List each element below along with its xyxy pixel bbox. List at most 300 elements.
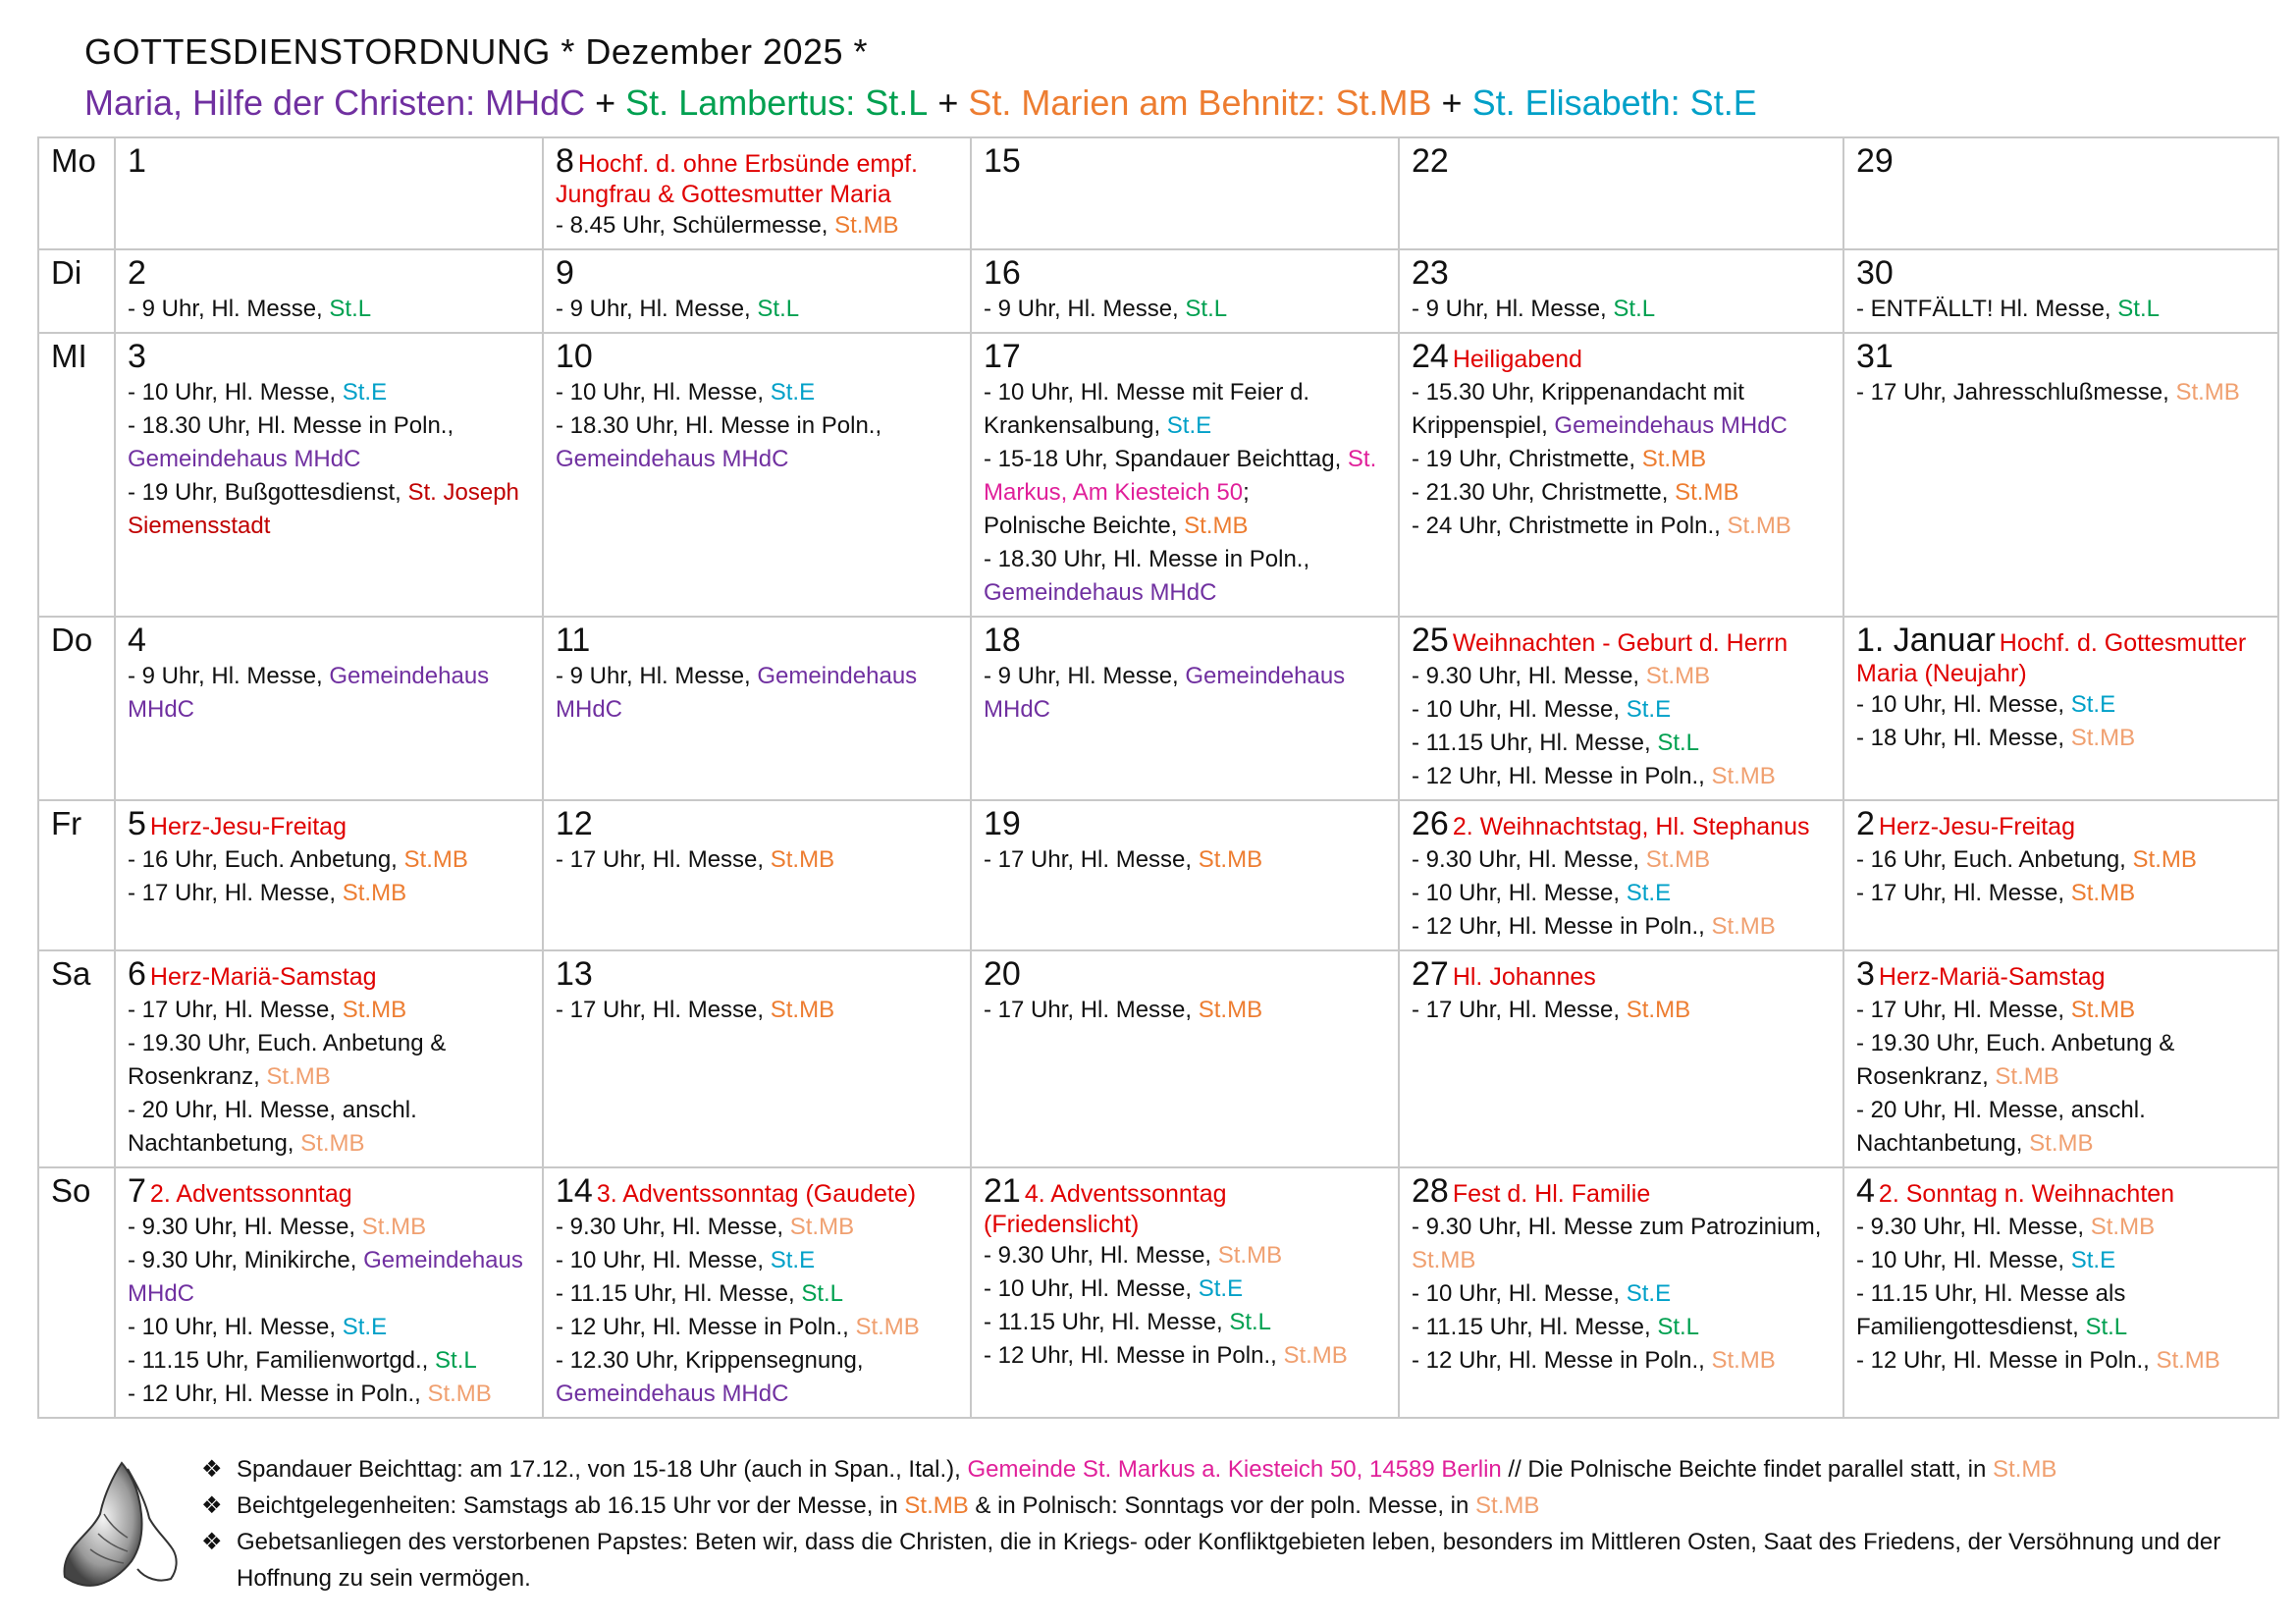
day-header xyxy=(984,1172,1386,1239)
day-number: 24 xyxy=(1412,338,1449,375)
day-header xyxy=(556,254,958,293)
day-number: 7 xyxy=(128,1172,146,1210)
week-row xyxy=(38,333,2278,617)
day-number: 22 xyxy=(1412,142,1449,180)
service-entry xyxy=(556,1311,958,1344)
service-location: St.MB xyxy=(1711,763,1776,789)
legend-plus: + xyxy=(595,82,616,123)
service-location: St.L xyxy=(435,1347,477,1374)
day-header xyxy=(128,254,530,293)
feast-title: Fest d. Hl. Familie xyxy=(1452,1180,1651,1208)
diamond-bullet-icon: ❖ xyxy=(201,1492,223,1519)
page-title: GOTTESDIENSTORDNUNG * Dezember 2025 * xyxy=(84,31,869,72)
service-entry xyxy=(128,1094,530,1161)
feast-title: 4. Adventssonntag (Friedenslicht) xyxy=(984,1180,1227,1238)
service-entry xyxy=(984,376,1386,443)
day-header xyxy=(556,142,958,209)
day-header xyxy=(1412,254,1831,293)
day-header xyxy=(556,1172,958,1211)
service-entry xyxy=(1412,760,1831,793)
day-header xyxy=(1856,254,2266,293)
service-location: St.MB xyxy=(342,880,407,906)
service-entry xyxy=(556,1344,958,1411)
service-entry xyxy=(128,1211,530,1244)
day-header xyxy=(1412,1172,1831,1211)
service-location: St.E xyxy=(342,379,388,406)
service-text: - 19 Uhr, Bußgottesdienst, xyxy=(128,479,408,506)
service-entry xyxy=(1856,877,2266,910)
day-header xyxy=(556,805,958,843)
day-cell xyxy=(543,333,971,617)
day-cell xyxy=(1843,137,2278,249)
service-text: - 18.30 Uhr, Hl. Messe in Poln., xyxy=(984,546,1310,572)
service-location: St.E xyxy=(770,1247,816,1273)
service-location: St.MB xyxy=(2175,379,2240,406)
service-text: - 16 Uhr, Euch. Anbetung, xyxy=(1856,846,2133,873)
day-cell xyxy=(1399,137,1843,249)
service-text: - 18.30 Uhr, Hl. Messe in Poln., xyxy=(556,412,882,439)
day-header xyxy=(1412,142,1831,181)
service-location: St.L xyxy=(1185,296,1228,322)
day-header xyxy=(1856,1172,2266,1211)
day-header xyxy=(1856,955,2266,994)
service-entry xyxy=(1412,910,1831,944)
service-location: St.MB xyxy=(1995,1063,2059,1090)
day-cell xyxy=(543,249,971,333)
service-entry xyxy=(1856,1211,2266,1244)
day-cell xyxy=(971,950,1399,1167)
feast-title: Hl. Johannes xyxy=(1452,963,1596,991)
service-text: - 20 Uhr, Hl. Messe, anschl. Nachtanbetung, xyxy=(1856,1097,2146,1157)
day-number: 9 xyxy=(556,254,574,292)
service-text: - 10 Uhr, Hl. Messe, xyxy=(1856,691,2071,718)
day-cell xyxy=(115,950,543,1167)
day-number: 25 xyxy=(1412,622,1449,659)
service-location: St.MB xyxy=(1283,1342,1348,1369)
weekday-label: Do xyxy=(38,617,115,800)
service-text: - 9.30 Uhr, Hl. Messe, xyxy=(1412,846,1646,873)
service-location: St.L xyxy=(1229,1309,1272,1335)
service-text: - 9.30 Uhr, Minikirche, xyxy=(128,1247,364,1273)
day-header xyxy=(128,142,530,181)
service-location: St.MB xyxy=(770,997,835,1023)
service-location: St.MB xyxy=(1711,1347,1776,1374)
footnote-text: St.MB xyxy=(1475,1492,1540,1519)
day-cell xyxy=(115,333,543,617)
day-cell xyxy=(1399,950,1843,1167)
day-cell xyxy=(1399,800,1843,950)
day-number: 10 xyxy=(556,338,593,375)
service-location: Gemeindehaus MHdC xyxy=(128,1247,523,1307)
service-location: St.E xyxy=(770,379,816,406)
day-number: 11 xyxy=(556,622,591,659)
day-cell xyxy=(1843,617,2278,800)
week-row xyxy=(38,950,2278,1167)
day-number: 18 xyxy=(984,622,1021,659)
service-text: - 19.30 Uhr, Euch. Anbetung & Rosenkranz, xyxy=(1856,1030,2175,1090)
service-location: St.L xyxy=(2117,296,2160,322)
legend-ste: St. Elisabeth: St.E xyxy=(1471,82,1757,123)
legend-stl: St. Lambertus: St.L xyxy=(625,82,929,123)
day-cell xyxy=(971,800,1399,950)
feast-title: Weihnachten - Geburt d. Herrn xyxy=(1452,629,1789,657)
day-cell xyxy=(543,800,971,950)
day-cell xyxy=(1399,1167,1843,1418)
weekday-label: Sa xyxy=(38,950,115,1167)
legend-plus: + xyxy=(937,82,959,123)
service-text: - 11.15 Uhr, Hl. Messe, xyxy=(1412,730,1658,756)
service-entry xyxy=(1856,688,2266,722)
day-number: 2 xyxy=(1856,805,1875,842)
feast-title: 2. Sonntag n. Weihnachten xyxy=(1878,1180,2175,1208)
service-text: - 10 Uhr, Hl. Messe, xyxy=(1412,696,1627,723)
day-header xyxy=(984,622,1386,660)
legend-stmb: St. Marien am Behnitz: St.MB xyxy=(968,82,1432,123)
day-cell xyxy=(971,1167,1399,1418)
footnote-text: St.MB xyxy=(904,1492,969,1519)
day-cell xyxy=(1399,333,1843,617)
service-text: - 12 Uhr, Hl. Messe in Poln., xyxy=(1412,763,1712,789)
service-entry xyxy=(128,660,530,727)
parish-legend xyxy=(84,82,1757,124)
service-entry xyxy=(128,1378,530,1411)
service-entry xyxy=(128,843,530,877)
day-number: 1. Januar xyxy=(1856,622,1996,659)
service-entry xyxy=(556,1244,958,1277)
service-text: - 12 Uhr, Hl. Messe in Poln., xyxy=(128,1380,428,1407)
service-text: - 12 Uhr, Hl. Messe in Poln., xyxy=(1412,1347,1712,1374)
week-row xyxy=(38,1167,2278,1418)
service-entry xyxy=(984,293,1386,326)
day-cell xyxy=(543,137,971,249)
diamond-bullet-icon: ❖ xyxy=(201,1529,223,1555)
service-entry xyxy=(128,1244,530,1311)
day-cell xyxy=(543,1167,971,1418)
service-location: St.MB xyxy=(2070,725,2136,751)
service-entry xyxy=(556,376,958,409)
service-text: - 15-18 Uhr, Spandauer Beichttag, xyxy=(984,446,1348,472)
service-text: - 12 Uhr, Hl. Messe in Poln., xyxy=(984,1342,1284,1369)
praying-hands-icon xyxy=(45,1455,192,1602)
service-text: - 11.15 Uhr, Hl. Messe, xyxy=(556,1280,802,1307)
day-number: 30 xyxy=(1856,254,1894,292)
service-entry xyxy=(556,409,958,476)
day-header xyxy=(984,805,1386,843)
service-text: - 17 Uhr, Jahresschlußmesse, xyxy=(1856,379,2176,406)
day-number: 4 xyxy=(1856,1172,1875,1210)
day-header xyxy=(1412,338,1831,376)
service-entry xyxy=(1412,660,1831,693)
service-text: - 17 Uhr, Hl. Messe, xyxy=(556,846,771,873)
service-entry xyxy=(1412,476,1831,510)
day-header xyxy=(1856,142,2266,181)
service-text: - 9 Uhr, Hl. Messe, xyxy=(1412,296,1614,322)
service-text: - 9.30 Uhr, Hl. Messe zum Patrozinium, xyxy=(1412,1214,1822,1240)
service-location: St. Markus, Am Kiesteich 50 xyxy=(984,446,1377,506)
feast-title: Herz-Mariä-Samstag xyxy=(1878,963,2106,991)
service-location: St.MB xyxy=(2156,1347,2220,1374)
service-entry xyxy=(984,1339,1386,1373)
service-entry xyxy=(128,409,530,476)
day-number: 6 xyxy=(128,955,146,993)
service-entry xyxy=(1412,443,1831,476)
footnote-text: Gemeinde St. Markus a. Kiesteich 50, 14589 Berlin xyxy=(967,1456,1502,1483)
footnote-item xyxy=(201,1488,2263,1524)
service-text: - 12 Uhr, Hl. Messe in Poln., xyxy=(556,1314,856,1340)
service-text: - 19 Uhr, Christmette, xyxy=(1412,446,1642,472)
service-entry xyxy=(1856,843,2266,877)
service-location: St.L xyxy=(329,296,372,322)
day-number: 16 xyxy=(984,254,1021,292)
day-number: 19 xyxy=(984,805,1021,842)
service-entry xyxy=(556,209,958,243)
service-entry xyxy=(128,994,530,1027)
service-entry xyxy=(1856,994,2266,1027)
service-text: Polnische Beichte, xyxy=(984,513,1185,539)
day-header xyxy=(984,338,1386,376)
day-cell xyxy=(1843,1167,2278,1418)
day-header xyxy=(1412,955,1831,994)
day-number: 29 xyxy=(1856,142,1894,180)
service-location: St.MB xyxy=(403,846,468,873)
service-entry xyxy=(984,510,1386,543)
footnote-text: & in Polnisch: Sonntags vor der poln. Messe, in xyxy=(968,1492,1476,1519)
service-location: St.MB xyxy=(427,1380,492,1407)
day-header xyxy=(984,955,1386,994)
weekday-label: Mo xyxy=(38,137,115,249)
day-number: 2 xyxy=(128,254,146,292)
service-entry xyxy=(1856,722,2266,755)
day-cell xyxy=(115,137,543,249)
footnote-text: St.MB xyxy=(1993,1456,2057,1483)
service-location: Gemeindehaus MHdC xyxy=(556,663,918,723)
day-header xyxy=(984,142,1386,181)
day-number: 17 xyxy=(984,338,1021,375)
feast-title: Herz-Mariä-Samstag xyxy=(149,963,377,991)
service-entry xyxy=(1412,843,1831,877)
service-text: - 9.30 Uhr, Hl. Messe, xyxy=(556,1214,790,1240)
service-text: - 17 Uhr, Hl. Messe, xyxy=(984,846,1199,873)
service-text: - 10 Uhr, Hl. Messe mit Feier d. Krankensalbung, xyxy=(984,379,1310,439)
service-text: - 9 Uhr, Hl. Messe, xyxy=(128,663,330,689)
service-entry xyxy=(984,660,1386,727)
service-text: - 17 Uhr, Hl. Messe, xyxy=(1856,997,2071,1023)
day-cell xyxy=(1843,249,2278,333)
service-location: St.E xyxy=(2070,691,2116,718)
week-row xyxy=(38,800,2278,950)
service-location: St.L xyxy=(1657,730,1700,756)
service-text: - 10 Uhr, Hl. Messe, xyxy=(1412,1280,1627,1307)
service-entry xyxy=(1412,693,1831,727)
day-cell xyxy=(1843,333,2278,617)
service-entry xyxy=(556,1277,958,1311)
service-location: St.MB xyxy=(1711,913,1776,940)
feast-title: Heiligabend xyxy=(1452,346,1582,373)
service-text: - 17 Uhr, Hl. Messe, xyxy=(556,997,771,1023)
footnote-item xyxy=(201,1451,2263,1488)
day-header xyxy=(128,1172,530,1211)
day-number: 12 xyxy=(556,805,593,842)
service-location: St.MB xyxy=(361,1214,427,1240)
day-cell xyxy=(115,1167,543,1418)
day-cell xyxy=(1399,249,1843,333)
feast-title: Hochf. d. ohne Erbsünde empf. Jungfrau & Gottesmutter Maria xyxy=(556,150,918,208)
service-text: - 10 Uhr, Hl. Messe, xyxy=(984,1275,1199,1302)
service-location: St.MB xyxy=(342,997,407,1023)
day-header xyxy=(1412,622,1831,660)
service-text: - 17 Uhr, Hl. Messe, xyxy=(128,997,343,1023)
day-header xyxy=(1856,805,2266,843)
day-cell xyxy=(543,617,971,800)
service-entry xyxy=(1412,994,1831,1027)
day-number: 27 xyxy=(1412,955,1449,993)
service-entry xyxy=(1412,510,1831,543)
service-entry xyxy=(1412,1344,1831,1378)
day-header xyxy=(1856,338,2266,376)
day-cell xyxy=(115,617,543,800)
service-entry xyxy=(1856,1344,2266,1378)
service-entry xyxy=(128,877,530,910)
service-location: Gemeindehaus MHdC xyxy=(128,446,361,472)
service-entry xyxy=(984,1239,1386,1272)
service-text: - 12.30 Uhr, Krippensegnung, xyxy=(556,1347,864,1374)
day-number: 1 xyxy=(128,142,146,180)
service-entry xyxy=(1856,376,2266,409)
service-location: St.E xyxy=(2070,1247,2116,1273)
service-entry xyxy=(984,1306,1386,1339)
service-location: St.MB xyxy=(1198,846,1263,873)
feast-title: Hochf. d. Gottesmutter Maria (Neujahr) xyxy=(1856,629,2247,687)
service-entry xyxy=(1412,1277,1831,1311)
service-entry xyxy=(1856,1244,2266,1277)
service-entry xyxy=(984,994,1386,1027)
footnotes xyxy=(201,1451,2263,1597)
service-location: St.MB xyxy=(1198,997,1263,1023)
service-location: St.MB xyxy=(1626,997,1691,1023)
service-text: - 9.30 Uhr, Hl. Messe, xyxy=(1412,663,1646,689)
footnote-text: Spandauer Beichttag: am 17.12., von 15-18 Uhr (auch in Span., Ital.), xyxy=(237,1456,968,1483)
day-header xyxy=(984,254,1386,293)
service-entry xyxy=(1856,1027,2266,1094)
service-text: - 17 Uhr, Hl. Messe, xyxy=(1412,997,1627,1023)
day-number: 8 xyxy=(556,142,574,180)
day-cell xyxy=(971,249,1399,333)
service-location: St.MB xyxy=(1645,846,1711,873)
service-location: St.E xyxy=(342,1314,388,1340)
footnote-item xyxy=(201,1524,2263,1597)
service-location: St.MB xyxy=(1217,1242,1283,1269)
service-location: Gemeindehaus MHdC xyxy=(984,579,1217,606)
legend-mhdc: Maria, Hilfe der Christen: MHdC xyxy=(84,82,586,123)
weekday-label: Di xyxy=(38,249,115,333)
day-header xyxy=(556,338,958,376)
service-text: - 11.15 Uhr, Hl. Messe, xyxy=(984,1309,1230,1335)
service-text: - 9.30 Uhr, Hl. Messe, xyxy=(1856,1214,2091,1240)
service-entry xyxy=(1856,293,2266,326)
day-header xyxy=(1412,805,1831,843)
day-cell xyxy=(115,800,543,950)
service-location: Gemeindehaus MHdC xyxy=(984,663,1346,723)
service-text: - 9.30 Uhr, Hl. Messe, xyxy=(128,1214,362,1240)
service-location: St.MB xyxy=(770,846,835,873)
service-text: - 16 Uhr, Euch. Anbetung, xyxy=(128,846,404,873)
service-entry xyxy=(556,994,958,1027)
day-cell xyxy=(1843,950,2278,1167)
day-number: 23 xyxy=(1412,254,1449,292)
day-header xyxy=(128,622,530,660)
service-text: - 9 Uhr, Hl. Messe, xyxy=(556,663,758,689)
day-cell xyxy=(971,617,1399,800)
service-text: - 17 Uhr, Hl. Messe, xyxy=(1856,880,2071,906)
service-text: - 10 Uhr, Hl. Messe, xyxy=(556,379,771,406)
service-location: St.MB xyxy=(2090,1214,2156,1240)
day-header xyxy=(556,622,958,660)
service-entry xyxy=(128,1027,530,1094)
service-location: St.MB xyxy=(834,212,899,239)
service-location: St.E xyxy=(1166,412,1212,439)
day-number: 28 xyxy=(1412,1172,1449,1210)
service-text: - 17 Uhr, Hl. Messe, xyxy=(984,997,1199,1023)
feast-title: Herz-Jesu-Freitag xyxy=(1878,813,2075,840)
day-header xyxy=(556,955,958,994)
weekday-label: MI xyxy=(38,333,115,617)
day-number: 3 xyxy=(128,338,146,375)
feast-title: 2. Adventssonntag xyxy=(149,1180,352,1208)
service-entry xyxy=(1856,1094,2266,1161)
service-entry xyxy=(556,293,958,326)
day-header xyxy=(128,955,530,994)
day-cell xyxy=(543,950,971,1167)
service-location: St.MB xyxy=(2070,997,2136,1023)
service-location: Gemeindehaus MHdC xyxy=(556,1380,789,1407)
service-text: - 10 Uhr, Hl. Messe, xyxy=(128,379,343,406)
service-location: St.MB xyxy=(1727,513,1791,539)
service-location: St.L xyxy=(1657,1314,1700,1340)
week-row xyxy=(38,249,2278,333)
service-suffix: ; xyxy=(1243,479,1250,506)
service-location: St.MB xyxy=(1675,479,1739,506)
service-location: St.MB xyxy=(300,1130,365,1157)
service-entry xyxy=(128,1344,530,1378)
day-cell xyxy=(1399,617,1843,800)
service-text: - 9.30 Uhr, Hl. Messe, xyxy=(984,1242,1218,1269)
service-text: - 9 Uhr, Hl. Messe, xyxy=(556,296,758,322)
service-location: St.E xyxy=(1198,1275,1244,1302)
service-text: - 24 Uhr, Christmette in Poln., xyxy=(1412,513,1728,539)
feast-title: 3. Adventssonntag (Gaudete) xyxy=(596,1180,917,1208)
day-cell xyxy=(971,137,1399,249)
service-text: - 12 Uhr, Hl. Messe in Poln., xyxy=(1412,913,1712,940)
service-location: Gemeindehaus MHdC xyxy=(1554,412,1788,439)
calendar-table xyxy=(37,136,2279,1419)
service-entry xyxy=(984,843,1386,877)
service-text: - 9 Uhr, Hl. Messe, xyxy=(984,296,1186,322)
service-location: St.MB xyxy=(2029,1130,2094,1157)
service-text: - 20 Uhr, Hl. Messe, anschl. Nachtanbetung, xyxy=(128,1097,417,1157)
service-text: - 11.15 Uhr, Hl. Messe, xyxy=(1412,1314,1658,1340)
service-text: - 17 Uhr, Hl. Messe, xyxy=(128,880,343,906)
service-entry xyxy=(556,843,958,877)
service-location: St.MB xyxy=(1645,663,1711,689)
service-text: - 8.45 Uhr, Schülermesse, xyxy=(556,212,835,239)
service-text: - 19.30 Uhr, Euch. Anbetung & Rosenkranz, xyxy=(128,1030,447,1090)
service-location: St.MB xyxy=(1641,446,1707,472)
service-entry xyxy=(128,376,530,409)
service-entry xyxy=(128,293,530,326)
week-row xyxy=(38,617,2278,800)
service-text: - 11.15 Uhr, Familienwortgd., xyxy=(128,1347,436,1374)
service-entry xyxy=(984,443,1386,510)
